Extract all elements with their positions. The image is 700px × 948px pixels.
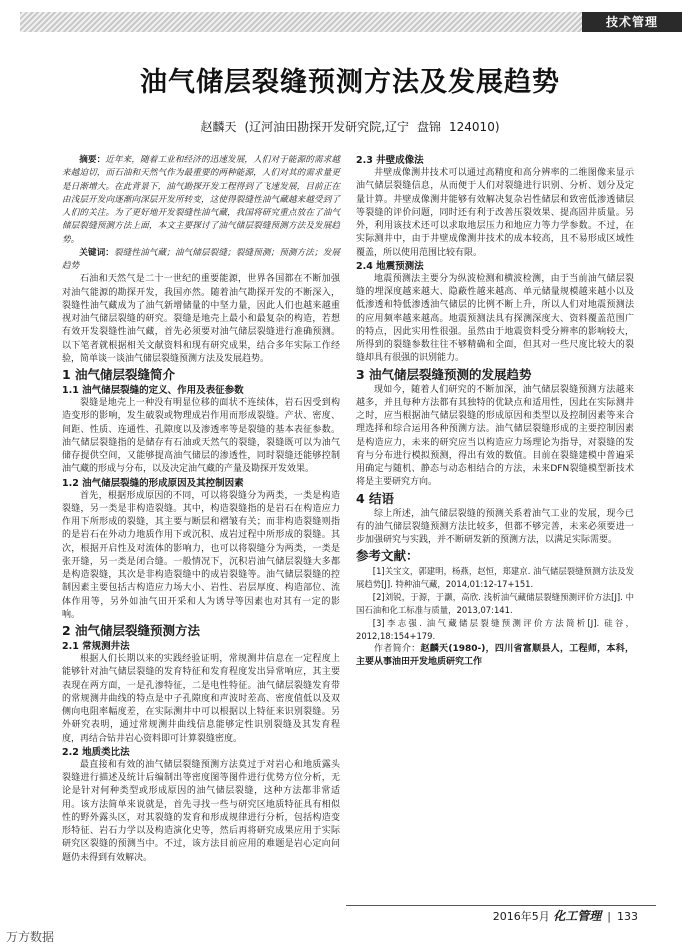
- author-affiliation: (辽河油田勘探开发研究院,辽宁: [244, 120, 409, 134]
- subsection-2-3-heading: 2.3 井壁成像法: [356, 155, 424, 166]
- left-column: [62, 154, 340, 865]
- author-name: 赵麟天: [200, 120, 237, 134]
- subsection-2-2-heading: 2.2 地质类比法: [62, 746, 130, 758]
- section-2-heading: 2 油气储层裂缝预测方法: [62, 623, 201, 638]
- abstract: [62, 154, 340, 273]
- keywords-label: 关键词：: [79, 247, 114, 258]
- page-footer: [493, 907, 638, 926]
- reference-item: [3]李志强. 油气藏储层裂缝预测评价方法简析[J]. 硅谷，2012,18:154+179.: [356, 618, 634, 642]
- article-title: 油气储层裂缝预测方法及发展趋势: [140, 67, 560, 98]
- issue-date: 2016年5月: [492, 910, 550, 923]
- header-band: [20, 12, 682, 32]
- keywords-text: 裂缝性油气藏；油气储层裂缝；裂缝预测；预测方法；发展趋势: [62, 247, 340, 271]
- author-postcode: 124010): [449, 120, 500, 134]
- intro-paragraph: 石油和天然气是二十一世纪的重要能源，世界各国都在不断加强对油气能源的勘探开发，我国亦然。随着油气勘探开发的不断深入，裂缝性油气藏成为了油气新增储量的中坚力量，因此人们也越来越重视对油气储层裂缝的研究。裂缝是地壳上最小和最复杂的构造，若想有效开发裂缝性油气藏，首先必须要对油气储层裂缝进行准确预测。以下笔者就根据相关文献资料和现有研究成果，结合多年实际工作经验，简单谈一谈油气储层裂缝预测方法及发展趋势。: [62, 274, 340, 364]
- watermark-text: 万方数据: [6, 930, 55, 944]
- section-tag: 技术管理: [582, 12, 682, 32]
- subsection-2-1-heading: 2.1 常规测井法: [62, 641, 130, 652]
- section-1-2-paragraph: 首先，根据形成原因的不同，可以将裂缝分为两类，一类是构造裂缝，另一类是非构造裂缝。其中，构造裂缝指的是岩石在构造应力作用下所形成的裂缝，其主要与断层和褶皱有关；而非构造裂缝则指的是岩石在外动力地质作用下或沉积、成岩过程中所形成的裂缝。其次，根据开启性及对流体的影响力，也可以将裂缝分为两类，一类是张开缝，另一类是闭合缝。一般情况下，沉积岩油气储层裂缝大多都是构造裂缝，其次是非构造裂缝中的成岩裂缝等。油气储层裂缝的控制因素主要包括古构造应力场大小、岩性、岩层厚度、构造部位、流体作用等，另外如油气田开采和人为诱导等因素也对其有一定的影响。: [62, 490, 340, 620]
- section-4-paragraph: 综上所述，油气储层裂缝的预测关系着油气工业的发展，现今已有的油气储层裂缝预测方法比较多，但都不够完善，未来必须要进一步加强研究与实践，并不断研发新的预测方法，以满足实际需要。: [356, 508, 634, 545]
- subsection-1-2-heading: 1.2 油气储层裂缝的形成原因及其控制因素: [62, 477, 244, 489]
- right-column: [356, 154, 634, 669]
- subsection-2-4-heading: 2.4 地震预测法: [356, 260, 424, 272]
- author-bio-text: 赵麟天(1980-)，四川省富顺县人，工程师，本科，主要从事油田开发地质研究工作: [356, 644, 634, 668]
- author-bio: [356, 643, 634, 669]
- subsection-1-1-heading: 1.1 油气储层裂缝的定义、作用及表征参数: [62, 385, 244, 396]
- section-3-heading: 3 油气储层裂缝预测的发展趋势: [356, 366, 532, 382]
- reference-item: [2]刘锐，于源，于灏，高欣. 浅析油气藏储层裂缝预测评价方法[J]. 中国石油和化工标准与质量，2013,07:141.: [356, 592, 634, 616]
- section-2-1-paragraph: 根据人们长期以来的实践经验证明，常规测井信息在一定程度上能够针对油气储层裂缝的发育特征和发育程度发出异常响应，其主要表现在两方面，一是孔渗特征，二是电性特征。油气储层裂缝发育带的常规测井曲线的特点是中子孔隙度和声波时差高、密度值低以及双侧向电阻率幅度差，在实际测井中可以根据以上特征来识别裂缝。另外研究表明，通过常规测井曲线信息能够定性识别裂缝及其发育程度，再结合钻井岩心资料即可计算裂缝密度。: [62, 654, 340, 744]
- section-4-heading: 4 结语: [356, 490, 395, 506]
- author-city: 盘锦: [417, 120, 442, 134]
- journal-name: 化工管理: [553, 909, 602, 923]
- references-heading: 参考文献：: [356, 548, 419, 564]
- abstract-label: 摘要：: [79, 155, 106, 165]
- section-1-heading: 1 油气储层裂缝简介: [62, 367, 176, 382]
- reference-item: [1]关宝文，郭建明，杨燕，赵恒，郑建京. 油气储层裂缝预测方法及发展趋势[J]. 特种油气藏，2014,01:12-17+151.: [356, 566, 634, 590]
- section-2-4-paragraph: 地震预测法主要分为纵波检测和横波检测，由于当前油气储层裂缝的埋深度越来越大、隐蔽性越来越高、单元储量规模越来越小以及低渗透和特低渗透油气储层的比例不断上升，所以人们对地震预测法的应用频率越来越高。地震预测法具有探测深度大、资料覆盖范围广的特点，因此实用性很强。虽然由于地震资料受分辨率的影响较大，所得到的裂缝参数往往不够精确和全面，但其对一些尺度比较大的裂缝却具有很强的识别能力。: [356, 273, 634, 364]
- abstract-text: 近年来，随着工业和经济的迅速发展，人们对于能源的需求越来越迫切，而石油和天然气作为最重要的两种能源，人们对其的需求量更是日渐增大。在此背景下，油气勘探开发工程得到了飞速发展，目前正在由浅层开发向逐渐向深层开发所转变，这使得裂缝性油气藏越来越受到了人们的关注。为了更好地开发裂缝性油气藏，我国将研究重点放在了油气储层裂缝预测方法上面，本文主要探讨了油气储层裂缝预测方法及发展趋势。: [62, 155, 340, 245]
- section-2-2-paragraph: 最直接和有效的油气储层裂缝预测方法莫过于对岩心和地质露头裂缝进行描述及统计后编制出等密度图等图件进行优势方位分析，无论是针对何种类型或形成原因的油气储层裂缝，这种方法都非常适用。该方法简单来说就是，首先寻找一些与研究区地质特征具有相似性的野外露头区，对其裂缝的发育和形成规律进行分析，包括构造变形特征、岩石力学以及构造演化史等，然后再将研究成果应用于实际研究区裂缝的预测当中。不过，该方法目前应用的难题是岩心定向问题仍未得到有效解决。: [62, 759, 340, 863]
- section-2-3-paragraph: 井壁成像测井技术可以通过高精度和高分辨率的二维图像来显示油气储层裂缝信息，从而便于人们对裂缝进行识别、分析、划分及定量计算。井壁成像测井能够有效解决复杂岩性储层和致密低渗透储层等裂缝的评价问题，同时还有利于改善压裂效果、提高固井质量。另外，利用该技术还可以求取地层压力和地应力等力学参数。不过，在实际测井中，由于井壁成像测井技术的成本较高，且不易形成区域性覆盖，所以使用范围比较有限。: [356, 168, 634, 258]
- footer-rule: [346, 905, 656, 906]
- section-1-1-paragraph: 裂缝是地壳上一种没有明显位移的面状不连续体，岩石因受到构造变形的影响，发生破裂或物理成岩作用而形成裂缝。产状、密度、间距、性质、连通性、孔隙度以及渗透率等是裂缝的基本表征参数。油气储层裂缝指的是储存有石油或天然气的裂缝，裂缝既可以为油气储存提供空间，又能够提高油气储层的渗透性，同时裂缝还能够控制油气藏的形成与分布，以及决定油气藏的产量及勘探开发效果。: [62, 398, 340, 475]
- author-bio-label: 作者简介：: [374, 644, 421, 655]
- section-3-paragraph: 现如今，随着人们研究的不断加深，油气储层裂缝预测方法越来越多，并且每种方法都有其独特的优缺点和适用性，因此在实际测井之时，应当根据油气储层裂缝的形成原因和类型以及控制因素等来合理选择和综合运用各种预测方法。油气储层裂缝形成的主要控制因素是构造应力，未来的研究应当以构造应力场理论为指导，对裂缝的发育与分布进行模拟预测，得出有效的数值。目前在裂缝建模中普遍采用确定与随机、静态与动态相结合的方法，未来DFN裂缝模型新技术将是主要研究方向。: [356, 384, 634, 488]
- footer-separator: |: [607, 910, 611, 923]
- author-line: [0, 118, 700, 135]
- page-number: 133: [617, 910, 638, 923]
